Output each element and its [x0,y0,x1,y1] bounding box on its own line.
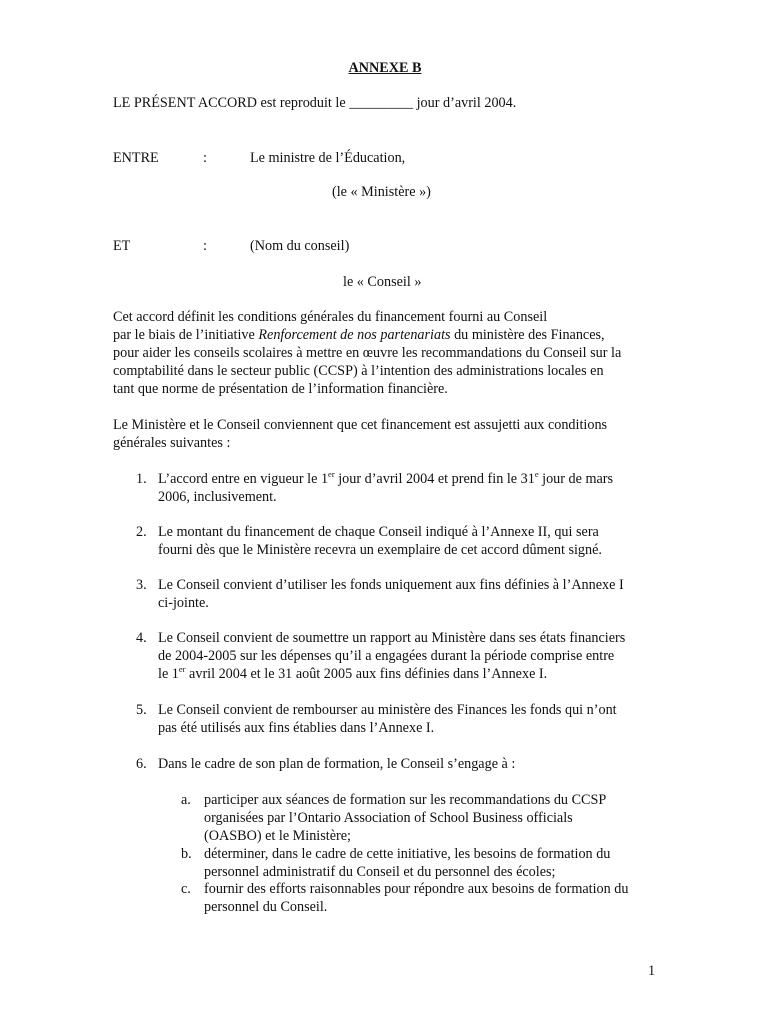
intro-prefix: LE PRÉSENT ACCORD est reproduit le [113,95,350,111]
paragraph-line: pour aider les conseils scolaires à mettre en œuvre les recommandations du Conseil sur la [113,345,622,361]
list-text: Le Conseil convient de rembourser au ministère des Finances les fonds qui n’ont pas été utilisés aux fins établies dans l’Annexe I. [158,702,617,736]
et-label: ET [113,238,131,254]
date-blank: _________ [349,95,414,111]
list-text: Le montant du financement de chaque Conseil indiqué à l’Annexe II, qui sera fourni dès que le Ministère recevra un exemplaire de cet accord dûment signé. [158,524,602,558]
entre-label: ENTRE [113,150,159,166]
sub-list-text: participer aux séances de formation sur les recommandations du CCSP organisées par l’Ontario Association of School Business officials (OASBO) et le Ministère; [204,792,607,844]
list-text: Dans le cadre de son plan de formation, le Conseil s’engage à : [158,756,516,772]
list-number: 5. [136,702,147,718]
paragraph-line: tant que norme de présentation de l’information financière. [113,381,448,397]
et-party: (Nom du conseil) [250,238,350,254]
list-text: Le Conseil convient de soumettre un rapport au Ministère dans ses états financiers de 2004-2005 sur les dépenses qu’il a engagées durant la période comprise entre le 1er avril 2004 et le 31 août 2005 aux fins définies dans l’Annexe I. [158,630,626,682]
list-number: 1. [136,471,147,487]
conditions-paragraph [113,416,658,452]
list-item [0,470,770,510]
page-number: 1 [648,963,656,979]
list-number: 6. [136,756,147,772]
entre-party: Le ministre de l’Éducation, [250,150,406,166]
paragraph-line: comptabilité dans le secteur public (CCSP) à l’intention des administrations locales en [113,363,604,379]
sub-list-item [0,845,770,883]
list-item [0,523,770,563]
entre-alias: (le « Ministère ») [332,184,431,200]
paragraph-line: Le Ministère et le Conseil conviennent que cet financement est assujetti aux conditions [113,417,608,433]
initiative-name: Renforcement de nos partenariats [258,327,451,343]
intro-suffix: jour d’avril 2004. [413,95,517,111]
et-colon: : [203,238,207,254]
list-text: L’accord entre en vigueur le 1er jour d’avril 2004 et prend fin le 31e jour de mars 2006, inclusivement. [158,469,614,505]
sub-list-text: fournir des efforts raisonnables pour répondre aux besoins de formation du personnel du Conseil. [204,881,629,915]
agreement-paragraph [113,308,658,398]
list-item [0,576,770,616]
page-title: ANNEXE B [348,60,422,76]
paragraph-line: par le biais de l’initiative Renforcement de nos partenariats du ministère des Finances, [113,327,605,343]
et-alias: le « Conseil » [343,274,422,290]
list-item [0,755,770,777]
list-number: 2. [136,524,147,540]
list-number: 3. [136,577,147,593]
sub-list-letter: b. [181,846,192,862]
list-item [0,701,770,741]
entre-colon: : [203,150,207,166]
list-item [0,629,770,687]
sub-list-item [0,791,770,847]
list-text: Le Conseil convient d’utiliser les fonds uniquement aux fins définies à l’Annexe I ci-jointe. [158,577,624,611]
paragraph-line: Cet accord définit les conditions générales du financement fourni au Conseil [113,309,548,325]
list-number: 4. [136,630,147,646]
sub-list-text: déterminer, dans le cadre de cette initiative, les besoins de formation du personnel administratif du Conseil et du personnel des écoles; [204,846,611,880]
sub-list-letter: c. [181,881,191,897]
agreement-intro-line [113,94,516,112]
sub-list-letter: a. [181,792,191,808]
sub-list-item [0,880,770,918]
paragraph-line: générales suivantes : [113,435,231,451]
